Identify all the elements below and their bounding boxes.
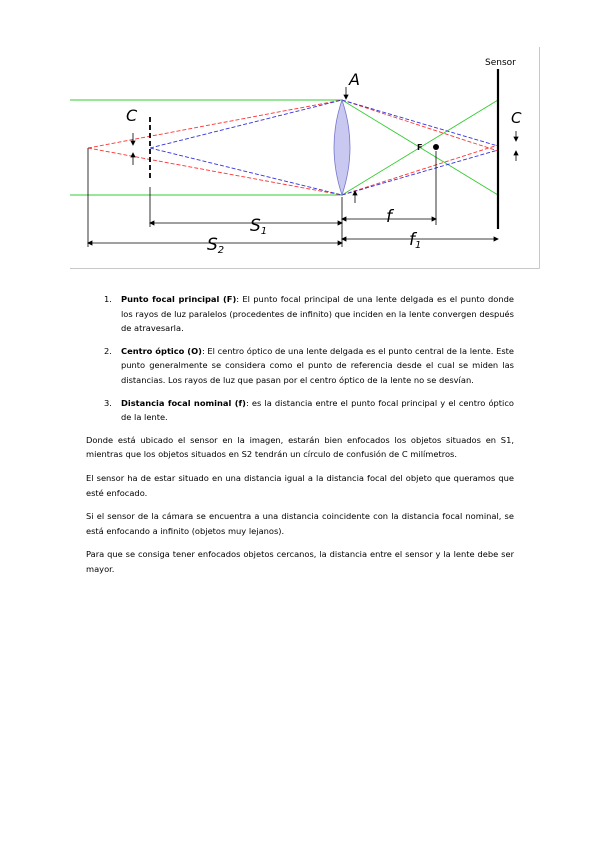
- document-body: [86, 292, 514, 586]
- label-focal-point: F: [417, 143, 423, 152]
- s1-dimension: [150, 221, 342, 225]
- label-f1: f1: [409, 230, 422, 251]
- definition-text: : El punto focal principal de una lente delgada es el punto donde los rayos de luz paralelos (procedentes de infinito) que inciden en la lente convergen después de atravesarla.: [121, 294, 514, 334]
- list-number: 1.: [104, 294, 112, 304]
- circle-of-confusion-arrows-left: [131, 133, 135, 165]
- label-aperture-a: A: [349, 70, 360, 89]
- optics-diagram: [70, 47, 540, 269]
- definition-item: [86, 396, 514, 425]
- label-sensor: Sensor: [485, 58, 516, 68]
- lens: [334, 100, 350, 195]
- label-s2: S2: [207, 235, 225, 256]
- paragraph: Si el sensor de la cámara se encuentra a una distancia coincidente con la distancia focal nominal, se está enfocando a infinito (objetos muy lejanos).: [86, 511, 514, 536]
- paragraph: Donde está ubicado el sensor en la imagen, estarán bien enfocados los objetos situados en S1, mientras que los objetos situados en S2 tendrán un círculo de confusión de C milímetros.: [86, 434, 514, 460]
- definition-term: Distancia focal nominal (f): [121, 397, 246, 408]
- list-number: 2.: [104, 345, 112, 356]
- definition-term: Punto focal principal (F): [121, 294, 237, 304]
- label-s1: S1: [250, 216, 268, 237]
- definition-term: Centro óptico (O): [121, 345, 202, 356]
- label-f: f: [386, 207, 392, 227]
- paragraph: Para que se consiga tener enfocados objetos cercanos, la distancia entre el sensor y la lente debe ser mayor.: [86, 549, 514, 574]
- definition-item: [86, 292, 514, 336]
- definition-item: [86, 344, 514, 388]
- label-c-right: C: [511, 109, 522, 127]
- label-c-left: C: [126, 106, 138, 125]
- list-number: 3.: [104, 397, 112, 408]
- blue-rays: [150, 100, 498, 195]
- focal-point-dot: [433, 144, 439, 150]
- definitions-list: [86, 292, 514, 425]
- circle-of-confusion-arrows-right: [514, 131, 518, 161]
- definition-text: : El centro óptico de una lente delgada es el punto central de la lente. Este punto generalmente se considera como el punto de referencia desde el cual se miden las distancias. Los rayos de luz que pasan por el centro óptico de la lente no se desvían.: [121, 345, 514, 385]
- paragraph: El sensor ha de estar situado en una distancia igual a la distancia focal del objeto que queramos que esté enfocado.: [86, 472, 514, 498]
- definition-text: : es la distancia entre el punto focal principal y el centro óptico de la lente.: [121, 397, 514, 423]
